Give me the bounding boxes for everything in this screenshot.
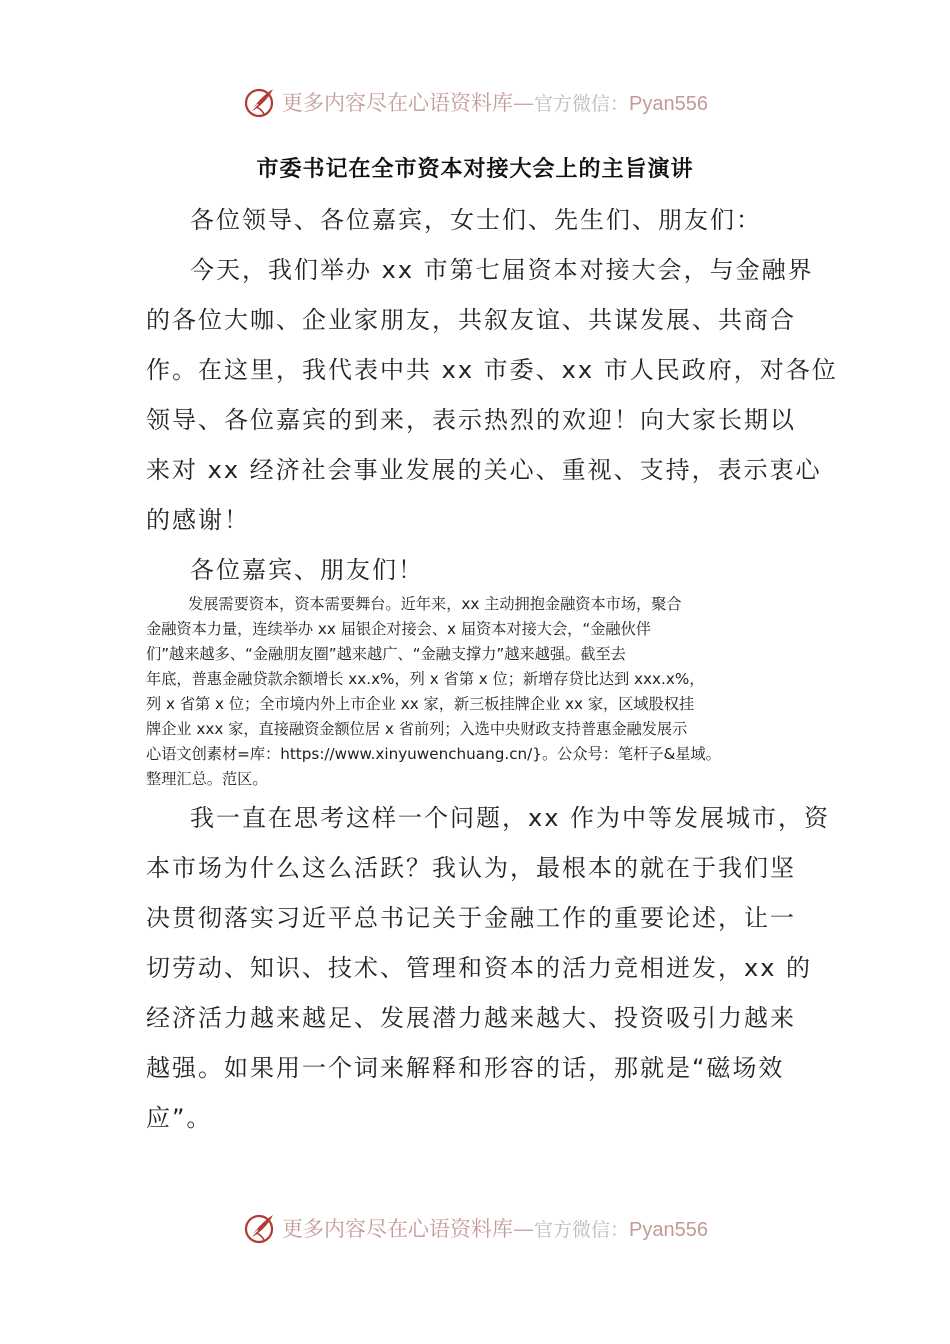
- para3-line: 越强。如果用一个词来解释和形容的话，那就是“磁场效: [146, 1054, 785, 1082]
- magnetic-effect-paragraph: [146, 793, 831, 1143]
- para2-line: 整理汇总。范区。: [146, 770, 268, 788]
- document-title: 市委书记在全市资本对接大会上的主旨演讲: [256, 157, 694, 182]
- para3-line: 决贯彻落实习近平总书记关于金融工作的重要论述，让一: [146, 904, 796, 932]
- greeting2-line: 各位嘉宾、朋友们！: [190, 556, 424, 584]
- banner-text: [282, 87, 708, 117]
- banner-wx-label: 官方微信：: [534, 93, 630, 115]
- para2-line: 列 x 省第 x 位；全市境内外上市企业 xx 家，新三板挂牌企业 xx 家，区域股权挂: [146, 695, 695, 713]
- greeting-paragraph: [146, 195, 806, 245]
- banner-main: 更多内容尽在心语资料库: [282, 1217, 513, 1241]
- para1-line: 领导、各位嘉宾的到来，表示热烈的欢迎！向大家长期以: [146, 406, 796, 434]
- para3-line: 本市场为什么这么活跃？我认为，最根本的就在于我们坚: [146, 854, 796, 882]
- para2-line: 心语文创素材=库：https://www.xinyuwenchuang.cn/}。公众号：笔杆子&星域。: [146, 745, 721, 763]
- quill-logo-icon: [242, 1210, 278, 1246]
- para1-line: 的感谢！: [146, 506, 250, 534]
- greeting-line: 各位领导、各位嘉宾，女士们、先生们、朋友们：: [190, 206, 762, 234]
- banner-dash: —: [513, 91, 534, 115]
- greeting2-paragraph: [146, 545, 806, 595]
- para2-line: 年底，普惠金融贷款余额增长 xx.x%，列 x 省第 x 位；新增存贷比达到 xxx.x%，: [146, 670, 705, 688]
- banner-text: [282, 1213, 708, 1243]
- para2-line: 们”越来越多、“金融朋友圈”越来越广、“金融支撑力”越来越强。截至去: [146, 645, 626, 663]
- footer-banner: [0, 1206, 950, 1250]
- para3-line: 我一直在思考这样一个问题，xx 作为中等发展城市，资: [190, 804, 831, 832]
- para3-line: 切劳动、知识、技术、管理和资本的活力竞相迸发，xx 的: [146, 954, 813, 982]
- para3-line: 经济活力越来越足、发展潜力越来越大、投资吸引力越来: [146, 1004, 796, 1032]
- banner-main: 更多内容尽在心语资料库: [282, 91, 513, 115]
- para1-line: 来对 xx 经济社会事业发展的关心、重视、支持，表示衷心: [146, 456, 822, 484]
- quill-logo-icon: [242, 84, 278, 120]
- para2-line: 发展需要资本，资本需要舞台。近年来，xx 主动拥抱金融资本市场，聚合: [188, 595, 682, 613]
- banner-wx-label: 官方微信：: [534, 1219, 630, 1241]
- para1-line: 今天，我们举办 xx 市第七届资本对接大会，与金融界: [190, 256, 814, 284]
- header-banner: [0, 80, 950, 124]
- small-print-paragraph: [146, 592, 810, 792]
- banner-dash: —: [513, 1217, 534, 1241]
- banner-wx-id: Pyan556: [629, 1219, 708, 1241]
- para2-line: 牌企业 xxx 家，直接融资金额位居 x 省前列；入选中央财政支持普惠金融发展示: [146, 720, 688, 738]
- para1-line: 作。在这里，我代表中共 xx 市委、xx 市人民政府，对各位: [146, 356, 838, 384]
- opening-paragraph: [146, 245, 838, 545]
- para2-line: 金融资本力量，连续举办 xx 届银企对接会、x 届资本对接大会，“金融伙伴: [146, 620, 651, 638]
- banner-wx-id: Pyan556: [629, 93, 708, 115]
- para3-line: 应”。: [146, 1104, 213, 1132]
- para1-line: 的各位大咖、企业家朋友，共叙友谊、共谋发展、共商合: [146, 306, 796, 334]
